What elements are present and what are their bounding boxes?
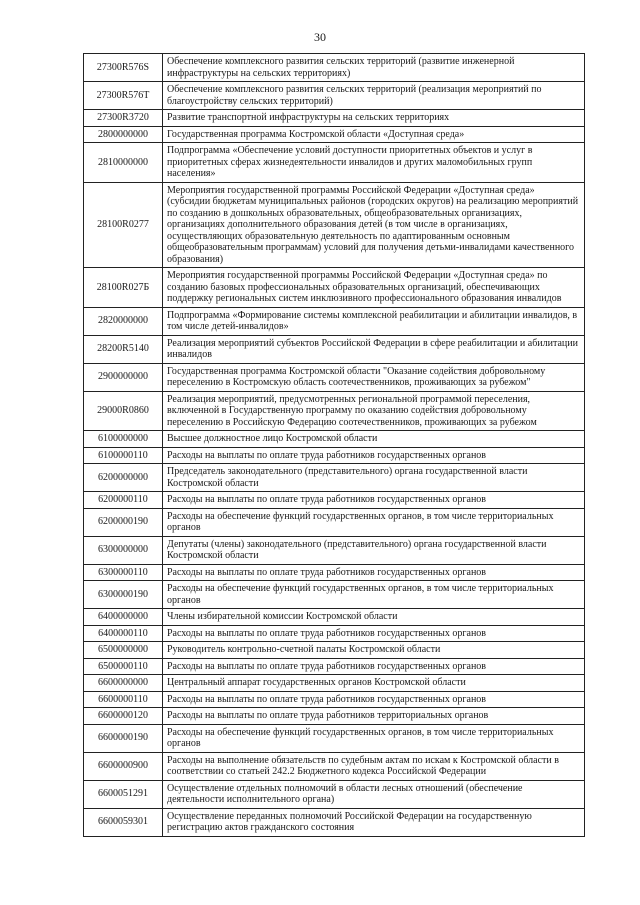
row-code: 29000R0860: [84, 391, 163, 431]
row-code: 6100000110: [84, 447, 163, 464]
row-code: 6300000110: [84, 564, 163, 581]
row-description: Развитие транспортной инфраструктуры на сельских территориях: [163, 110, 585, 127]
row-code: 28100R0277: [84, 182, 163, 268]
row-description: Подпрограмма «Обеспечение условий доступности приоритетных объектов и услуг в приоритетных сферах жизнедеятельности инвалидов и других маломобильных групп населения»: [163, 143, 585, 183]
row-code: 6500000000: [84, 642, 163, 659]
page-number: 30: [314, 30, 326, 44]
table-row: [84, 642, 585, 659]
table-row: [84, 564, 585, 581]
row-code: 2810000000: [84, 143, 163, 183]
table-row: [84, 268, 585, 308]
row-description: Расходы на обеспечение функций государственных органов, в том числе территориальных органов: [163, 508, 585, 536]
row-description: Расходы на обеспечение функций государственных органов, в том числе территориальных органов: [163, 581, 585, 609]
row-code: 6600000120: [84, 708, 163, 725]
table-row: [84, 492, 585, 509]
row-description: Руководитель контрольно-счетной палаты Костромской области: [163, 642, 585, 659]
budget-classification-table: [83, 53, 585, 837]
row-code: 28200R5140: [84, 335, 163, 363]
table-row: [84, 508, 585, 536]
row-description: Расходы на выплаты по оплате труда работников государственных органов: [163, 658, 585, 675]
table-row: [84, 363, 585, 391]
row-description: Реализация мероприятий субъектов Российской Федерации в сфере реабилитации и абилитации инвалидов: [163, 335, 585, 363]
table-row: [84, 752, 585, 780]
table-row: [84, 126, 585, 143]
row-description: Члены избирательной комиссии Костромской области: [163, 609, 585, 626]
row-description: Высшее должностное лицо Костромской области: [163, 431, 585, 448]
table-row: [84, 609, 585, 626]
row-code: 6600000000: [84, 675, 163, 692]
table-row: [84, 110, 585, 127]
table-row: [84, 143, 585, 183]
row-code: 6400000110: [84, 625, 163, 642]
row-description: Расходы на выплаты по оплате труда работников государственных органов: [163, 564, 585, 581]
table-body: [84, 54, 585, 837]
table-row: [84, 431, 585, 448]
row-code: 27300R3720: [84, 110, 163, 127]
row-code: 6200000000: [84, 464, 163, 492]
row-code: 6600000190: [84, 724, 163, 752]
row-code: 2820000000: [84, 307, 163, 335]
row-description: Осуществление отдельных полномочий в области лесных отношений (обеспечение деятельности исполнительного органа): [163, 780, 585, 808]
row-description: Мероприятия государственной программы Российской Федерации «Доступная среда» по созданию базовых профессиональных образовательных организаций, обеспечивающих поддержку региональных систем инклюзивного профессионального образования инвалидов: [163, 268, 585, 308]
table-row: [84, 447, 585, 464]
table-row: [84, 54, 585, 82]
row-description: Расходы на выплаты по оплате труда работников государственных органов: [163, 691, 585, 708]
table-row: [84, 808, 585, 836]
row-code: 2900000000: [84, 363, 163, 391]
row-code: 6400000000: [84, 609, 163, 626]
row-description: Обеспечение комплексного развития сельских территорий (реализация мероприятий по благоустройству сельских территорий): [163, 82, 585, 110]
table-row: [84, 82, 585, 110]
row-description: Расходы на выплаты по оплате труда работников территориальных органов: [163, 708, 585, 725]
row-description: Депутаты (члены) законодательного (представительного) органа государственной власти Костромской области: [163, 536, 585, 564]
table-row: [84, 182, 585, 268]
row-code: 6300000190: [84, 581, 163, 609]
row-code: 6600000900: [84, 752, 163, 780]
table-row: [84, 581, 585, 609]
row-description: Государственная программа Костромской области "Оказание содействия добровольному переселению в Костромскую область соотечественников, проживающих за рубежом": [163, 363, 585, 391]
table-row: [84, 335, 585, 363]
table-row: [84, 464, 585, 492]
table-row: [84, 625, 585, 642]
row-code: 6200000190: [84, 508, 163, 536]
row-code: 6200000110: [84, 492, 163, 509]
row-description: Реализация мероприятий, предусмотренных региональной программой переселения, включенной в Государственную программу по оказанию содействия добровольному переселению в Российскую Федерацию соотечественников, проживающих за рубежом: [163, 391, 585, 431]
row-description: Мероприятия государственной программы Российской Федерации «Доступная среда» (субсидии бюджетам муниципальных районов (городских округов) на реализацию мероприятий по созданию в дошкольных образовательных, общеобразовательных организациях, организациях дополнительного образования детей (в том числе в организациях, осуществляющих образовательную деятельность по адаптированным основным общеобразовательным программам) условий для получения детьми-инвалидами качественного образования): [163, 182, 585, 268]
table-row: [84, 780, 585, 808]
table-row: [84, 536, 585, 564]
table-row: [84, 307, 585, 335]
row-code: 27300R576T: [84, 82, 163, 110]
row-code: 6100000000: [84, 431, 163, 448]
row-code: 6500000110: [84, 658, 163, 675]
row-description: Расходы на выполнение обязательств по судебным актам по искам к Костромской области в соответствии со статьей 242.2 Бюджетного кодекса Российской Федерации: [163, 752, 585, 780]
row-code: 6600051291: [84, 780, 163, 808]
row-description: Подпрограмма «Формирование системы комплексной реабилитации и абилитации инвалидов, в том числе детей-инвалидов»: [163, 307, 585, 335]
table-row: [84, 724, 585, 752]
row-description: Расходы на обеспечение функций государственных органов, в том числе территориальных органов: [163, 724, 585, 752]
row-description: Председатель законодательного (представительного) органа государственной власти Костромской области: [163, 464, 585, 492]
row-description: Центральный аппарат государственных органов Костромской области: [163, 675, 585, 692]
table-row: [84, 708, 585, 725]
row-code: 27300R576S: [84, 54, 163, 82]
table-row: [84, 691, 585, 708]
row-description: Государственная программа Костромской области «Доступная среда»: [163, 126, 585, 143]
row-code: 28100R027Б: [84, 268, 163, 308]
row-description: Обеспечение комплексного развития сельских территорий (развитие инженерной инфраструктуры на сельских территориях): [163, 54, 585, 82]
row-description: Расходы на выплаты по оплате труда работников государственных органов: [163, 625, 585, 642]
row-description: Расходы на выплаты по оплате труда работников государственных органов: [163, 492, 585, 509]
table-row: [84, 658, 585, 675]
row-code: 6600059301: [84, 808, 163, 836]
row-description: Осуществление переданных полномочий Российской Федерации на государственную регистрацию актов гражданского состояния: [163, 808, 585, 836]
table-row: [84, 391, 585, 431]
row-code: 6300000000: [84, 536, 163, 564]
table-row: [84, 675, 585, 692]
row-description: Расходы на выплаты по оплате труда работников государственных органов: [163, 447, 585, 464]
row-code: 2800000000: [84, 126, 163, 143]
row-code: 6600000110: [84, 691, 163, 708]
